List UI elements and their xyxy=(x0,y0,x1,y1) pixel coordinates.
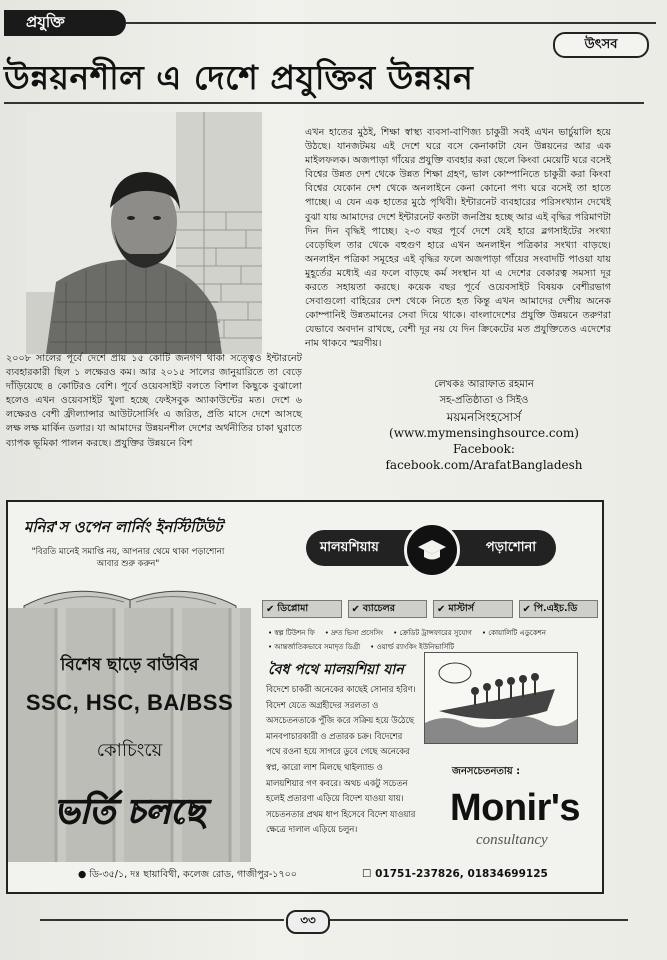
degree-label: ডিপ্লোমা xyxy=(277,602,309,614)
institute-quote xyxy=(18,546,238,570)
credit-author: লেখকঃ আরাফাত রহমান xyxy=(434,379,534,390)
graduation-cap-icon xyxy=(404,522,460,578)
course-list: SSC, HSC, BA/BSS xyxy=(25,690,234,715)
footer-rule-left xyxy=(40,919,284,921)
advertisement xyxy=(6,500,604,894)
address-text: ডি-৩৫/১, দঃ ছায়াবিথী, কলেজ রোড, গাজীপুর-১৭০০ xyxy=(89,869,297,880)
institute-title: মনির'স ওপেন লার্নিং ইনস্টিটিউট xyxy=(24,518,223,536)
check-icon: ✔ xyxy=(266,603,275,615)
quote-line-1: "বিরতি মানেই সমাপ্তি নয়, আপনার থেমে থাকা পড়াশোনা xyxy=(31,547,225,557)
admission-open: ভর্তি চলছে xyxy=(54,792,205,832)
location-pin-icon: ● xyxy=(78,869,90,880)
phone-text: 01751-237826, 01834699125 xyxy=(375,868,548,880)
check-icon: ✔ xyxy=(351,603,360,615)
ad-consultancy-panel xyxy=(256,502,602,892)
page-number: ৩৩ xyxy=(286,910,330,934)
migrant-boat-icon xyxy=(425,653,577,743)
degree-masters xyxy=(433,600,513,618)
article-right-column: এখন হাতের মুঠই, শিক্ষা স্বাস্থ্য ব্যবসা-বাণিজ্য চাকুরী সবই এখন ভার্চুয়ালি হয়ে উঠছে। যানজটময় এই দেশে ঘরে বসে কেনাকাটা যেন উন্নয়নের আর এক মাইলফলক। অজপাড়া গাঁয়ের প্রযুক্তি ব্যবহার করা ছেলে কিংবা মেয়েটি ঘরে বসেই বিশ্বের উন্নত দেশ থেকে উন্নত শিক্ষা গ্রহণ, ভাল কোম্পানিতে চাকুরী করা কিংবা বিশ্বের যেকোন দেশ থেকে অনলাইনে কেনা কোনো পণ্য ঘরে বসেই তা হাতে পাচ্ছে। এ যেন এক হাতের মুঠে পৃথিবী। ইন্টারনেট ব্যবহারের পরিসংখ্যান দেখেই বুঝা যায় আমাদের দেশে ইন্টারনেট কতটা জনপ্রিয় হচ্ছে আর এই বৃদ্ধির পরিমাণটা দিন দিন বৃদ্ধিই পাচ্ছে। ২-৩ বছর পূর্বে দেশে যেই হারে ব্লগসাইটের সংখ্যা বেড়েছিল তার থেকে বহুগুণ হারে এখন অনলাইন পত্রিকার সংখ্যা বাড়ছে। অনলাইন পত্রিকা সমূহের এই বৃদ্ধির ফলে অজপাড়া গাঁয়ের সংবাদটি পাওয়া যায় মুহূর্তের মধ্যেই এর ফলে বাড়ছে কর্ম সংস্থান যা এ দেশের বেকারত্ব সমস্যা দূর করতে সহায়তা করছে। কয়েক বছর পূর্বে ওয়েবসাইট বিষয়ক বেশীরভাগ সেবাগুলো বাহিরের দেশ থেকে নিতে হত কিন্তু এখন আমাদের দেশীয় অনেক কোম্পানিই উন্নতমানের সেবা দিয়ে থাকে। বাংলাদেশের প্রযুক্তি উন্নয়নে তরুণরা যেভাবে অবদান রাখছে, বেশী দূর নয় যে দিন ক্রিকেটের মত প্রযুক্তিতেও এদেশের নাম থাকবে স্মরণীয়। xyxy=(305,127,611,350)
magazine-tag: উৎসব xyxy=(553,32,649,58)
feature-list xyxy=(268,626,598,654)
degree-label: মাস্টার্স xyxy=(448,602,475,614)
boat-illustration xyxy=(424,652,578,744)
feature-item: • কোয়ালিটি এডুকেশন xyxy=(481,629,546,637)
coaching-label: কোচিংয়ে xyxy=(96,740,163,761)
headline-rule xyxy=(4,102,644,104)
headline: উন্নয়নশীল এ দেশে প্রযুক্তির উন্নয়ন xyxy=(4,58,474,97)
study-banner-left: মালয়শিয়ায় xyxy=(320,539,379,555)
ad-phone xyxy=(362,868,548,880)
feature-text: ওয়ার্ল্ড র‍্যাংকিং ইউনিভার্সিটি xyxy=(376,643,455,651)
feature-item: • ওয়ার্ল্ড র‍্যাংকিং ইউনিভার্সিটি xyxy=(370,643,455,651)
awareness-text: বিদেশে চাকরী অনেকের কাছেই সোনার হরিণ। বিদেশ যেতে অগ্রহীদের সরলতা ও অসচেতনতাকে পুঁজি করে সক্রিয় হয়ে উঠেছে মানবপাচারকারী ও প্রতারক চক্র। বিদেশের পথে রওনা হয়ে সাগরে ডুবে গেছে অনেকের স্বপ্ন, কারো লাশ মিলছে থাইল্যান্ড ও মালয়শিয়ার গণ কবরে। অথচ একটু সচেতন হলেই প্রতারণা এড়িয়ে বিদেশ যাওয়া যায়। সচেতনতার প্রথম ধাপ হিসেবে বিদেশ যাওয়ার ক্ষেত্রে দালাল এড়িয়ে চলুন। xyxy=(266,684,416,835)
ad-address xyxy=(78,868,297,883)
section-tab-label: প্রযুক্তি xyxy=(26,12,65,31)
feature-item: • দ্রুত ভিসা প্রসেসিং xyxy=(324,629,384,637)
credit-facebook: Facebook: facebook.com/ArafatBangladesh xyxy=(385,442,583,472)
open-book-icon xyxy=(14,570,246,610)
feature-text: ক্রেডিট ট্রান্সফারের সুযোগ xyxy=(399,629,472,637)
feature-text: কোয়ালিটি এডুকেশন xyxy=(488,629,546,637)
article-left-column: ২০০৮ সালের পূর্বে দেশে প্রায় ১৫ কোটি জনগণ থাকা সত্ত্বেও ইন্টারনেট ব্যবহারকারী ছিল ১ লক্ষেরও কম। আর ২০১৫ সালের জানুয়ারিতে তা বেড়ে দাঁড়িয়েছে ৪ কোটিরও বেশি। পূর্বে ওয়েবসাইট বলতে বিশাল কিছুকে বুঝালো হলেও এখন ওয়েবসাইট খুলা হচ্ছে ফেইসবুক অ্যাকাউন্টের মত। দেশে ৬ লক্ষেরও বেশী ফ্রীল্যান্সার আউটসোর্সিং এ জরিত, প্রতি মাসে দেশে আসছে লক্ষ লক্ষ মার্কিন ডলার। যা আমাদের উন্নয়নশীল দেশের অর্থনীতির চাকা ঘুরাতে ব্যাপক ভূমিকা পালন করছে। প্রযুক্তির উন্নয়নে বিশ xyxy=(6,353,302,449)
quote-line-2: আবার শুরু করুন" xyxy=(96,559,160,569)
section-tab xyxy=(4,10,126,36)
feature-item: • আন্তর্জাতিকভাবে সমাদৃত ডিগ্রী xyxy=(268,643,361,651)
author-credit xyxy=(364,377,604,473)
top-rule xyxy=(126,22,656,24)
awareness-label: জনসচেতনতায় : xyxy=(452,766,521,777)
credit-site: ময়মনসিংহসোর্স (www.mymensinghsource.com) xyxy=(389,410,579,440)
degree-phd xyxy=(519,600,599,618)
credit-role: সহ-প্রতিষ্ঠাতা ও সিইও xyxy=(439,395,529,406)
study-banner-right: পড়াশোনা xyxy=(485,539,536,555)
feature-text: দ্রুত ভিসা প্রসেসিং xyxy=(331,629,384,637)
brand-logo: Monir's xyxy=(449,787,581,829)
ad-coaching-panel xyxy=(8,502,251,892)
degree-bachelor xyxy=(348,600,428,618)
degree-label: ব্যাচেলর xyxy=(362,602,395,614)
phone-icon: ☐ xyxy=(362,868,376,880)
author-photo xyxy=(26,112,262,354)
brand-subtitle: consultancy xyxy=(476,832,548,848)
degree-label: পি.এইচ.ডি xyxy=(533,602,578,614)
ad-slogan: বৈধ পথে মালয়শিয়া যান xyxy=(268,662,404,678)
feature-item: • স্বল্প টিউশন ফি xyxy=(268,629,315,637)
author-photo-illustration xyxy=(26,112,262,354)
degree-list xyxy=(262,600,598,618)
check-icon: ✔ xyxy=(437,603,446,615)
footer-rule-right xyxy=(328,919,628,921)
degree-diploma xyxy=(262,600,342,618)
offer-heading: বিশেষ ছাড়ে বাউবির xyxy=(60,655,199,675)
feature-item: • ক্রেডিট ট্রান্সফারের সুযোগ xyxy=(393,629,472,637)
feature-text: আন্তর্জাতিকভাবে সমাদৃত ডিগ্রী xyxy=(274,643,361,651)
feature-text: স্বল্প টিউশন ফি xyxy=(274,629,315,637)
check-icon: ✔ xyxy=(522,603,531,615)
